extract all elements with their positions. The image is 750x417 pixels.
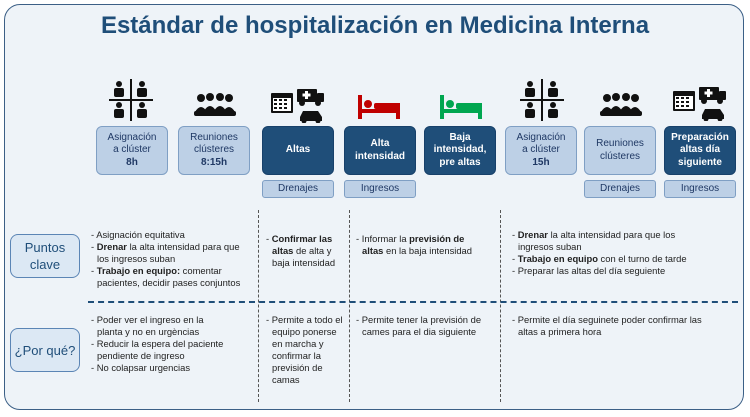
grid-people-icon xyxy=(109,79,153,121)
meeting-icon xyxy=(599,92,643,118)
step-asignacion-15h: Asignación a clúster 15h xyxy=(505,126,577,175)
column-divider xyxy=(500,210,501,402)
row-divider xyxy=(88,301,738,303)
diagram-title: Estándar de hospitalización en Medicina Interna xyxy=(100,12,650,39)
calendar-ambulance-car-icon xyxy=(672,85,728,121)
sub-drenajes: Drenajes xyxy=(584,180,656,198)
green-bed-icon xyxy=(439,95,483,119)
sub-drenajes: Drenajes xyxy=(262,180,334,198)
column-divider xyxy=(349,210,350,402)
column-divider xyxy=(258,210,259,402)
cell-por-que-col1: - Poder ver el ingreso en la planta y no en urgèncias - Reducir la espera del paciente pendiente de ingreso - No colapsar urgencias xyxy=(91,314,224,373)
row-label-puntos-clave: Puntos clave xyxy=(10,234,80,278)
cell-puntos-clave-col2: - Confirmar las altas de alta y baja intensidad xyxy=(266,233,336,268)
cell-por-que-col2: - Permite a todo el equipo ponerse en marcha y confirmar la previsión de camas xyxy=(266,314,343,385)
step-altas: Altas xyxy=(262,126,334,175)
meeting-icon xyxy=(193,92,237,118)
row-label-por-que: ¿Por qué? xyxy=(10,328,80,372)
step-baja-intensidad: Baja intensidad, pre altas xyxy=(424,126,496,175)
cell-por-que-col4: - Permite el día seguinete poder confirmar las altas a primera hora xyxy=(512,314,702,337)
step-reuniones-clusteres: Reuniones clústeres xyxy=(584,126,656,175)
cell-puntos-clave-col1: - Asignación equitativa - Drenar la alta intensidad para que los ingresos suban - Trabajo en equipo: comentar pacientes, decidir pases conjuntos xyxy=(91,229,241,288)
sub-ingresos: Ingresos xyxy=(664,180,736,198)
step-alta-intensidad: Alta intensidad xyxy=(344,126,416,175)
calendar-ambulance-car-icon xyxy=(270,87,326,123)
step-reuniones-815h: Reuniones clústeres 8:15h xyxy=(178,126,250,175)
step-asignacion-8h: Asignación a clúster 8h xyxy=(96,126,168,175)
cell-por-que-col3: - Permite tener la previsión de cames para el dia siguiente xyxy=(356,314,482,337)
step-preparacion-altas: Preparación altas día siguiente xyxy=(664,126,736,175)
red-bed-icon xyxy=(357,95,401,119)
cell-puntos-clave-col4: - Drenar la alta intensidad para que los ingresos suban - Trabajo en equipo con el turno de tarde - Preparar las altas del día seguiente xyxy=(512,229,687,276)
cell-puntos-clave-col3: - Informar la previsión de altas en la baja intensidad xyxy=(356,233,472,256)
sub-ingresos: Ingresos xyxy=(344,180,416,198)
grid-people-icon xyxy=(520,79,564,121)
